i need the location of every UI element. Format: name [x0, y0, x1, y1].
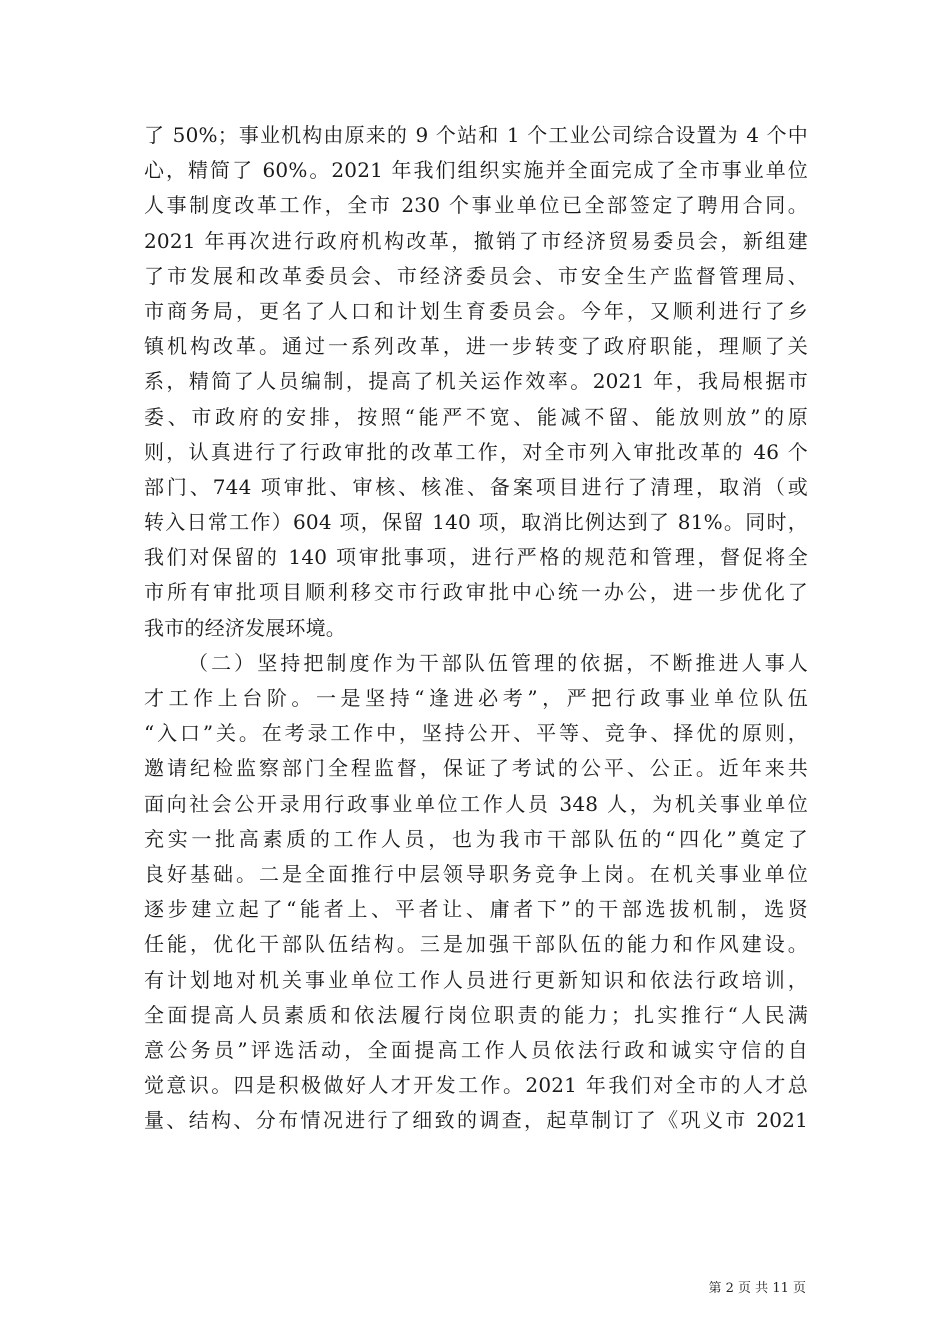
text-line: 面向社会公开录用行政事业单位工作人员 348 人，为机关事业单位 — [144, 791, 808, 816]
text-line: “入口”关。在考录工作中，坚持公开、平等、竞争、择优的原则， — [144, 721, 808, 746]
text-line: 邀请纪检监察部门全程监督，保证了考试的公平、公正。近年来共 — [144, 756, 808, 781]
text-line: 转入日常工作）604 项，保留 140 项，取消比例达到了 81%。同时， — [144, 510, 808, 535]
text-line: 部门、744 项审批、审核、核准、备案项目进行了清理，取消（或 — [144, 474, 808, 499]
text-line: 全面提高人员素质和依法履行岗位职责的能力；扎实推行“人民满 — [144, 1002, 808, 1027]
text-line: 任能，优化干部队伍结构。三是加强干部队伍的能力和作风建设。 — [144, 932, 808, 957]
text-line: 良好基础。二是全面推行中层领导职务竞争上岗。在机关事业单位 — [144, 861, 808, 886]
text-line: 2021 年再次进行政府机构改革，撤销了市经济贸易委员会，新组建 — [144, 228, 808, 253]
text-line: 有计划地对机关事业单位工作人员进行更新知识和依法行政培训， — [144, 967, 808, 992]
text-line: 才工作上台阶。一是坚持“逢进必考”，严把行政事业单位队伍 — [144, 686, 808, 710]
text-line: 了市发展和改革委员会、市经济委员会、市安全生产监督管理局、 — [144, 263, 808, 288]
text-line: 镇机构改革。通过一系列改革，进一步转变了政府职能，理顺了关 — [144, 334, 808, 359]
page-number-footer: 第 2 页 共 11 页 — [708, 1281, 806, 1296]
text-line: 人事制度改革工作，全市 230 个事业单位已全部签定了聘用合同。 — [144, 193, 808, 218]
text-line: 了 50%；事业机构由原来的 9 个站和 1 个工业公司综合设置为 4 个中 — [144, 123, 808, 147]
body-text — [144, 118, 808, 1138]
text-line: 系，精简了人员编制，提高了机关运作效率。2021 年，我局根据市 — [144, 369, 808, 394]
text-line-paragraph-end: 我市的经济发展环境。 — [144, 615, 346, 640]
text-line: 量、结构、分布情况进行了细致的调查，起草制订了《巩义市 2021 — [144, 1108, 808, 1133]
text-line: 则，认真进行了行政审批的改革工作，对全市列入审批改革的 46 个 — [144, 439, 808, 464]
text-line: 充实一批高素质的工作人员，也为我市干部队伍的“四化”奠定了 — [144, 826, 808, 851]
text-line: 觉意识。四是积极做好人才开发工作。2021 年我们对全市的人才总 — [144, 1073, 808, 1098]
text-line-paragraph-start: （二）坚持把制度作为干部队伍管理的依据，不断推进人事人 — [188, 650, 808, 675]
text-line: 委、市政府的安排，按照“能严不宽、能减不留、能放则放”的原 — [144, 404, 808, 429]
text-line: 意公务员”评选活动，全面提高工作人员依法行政和诚实守信的自 — [144, 1037, 808, 1062]
text-line: 我们对保留的 140 项审批事项，进行严格的规范和管理，督促将全 — [144, 545, 808, 570]
text-line: 市所有审批项目顺利移交市行政审批中心统一办公，进一步优化了 — [144, 580, 808, 605]
text-line: 心，精简了 60%。2021 年我们组织实施并全面完成了全市事业单位 — [144, 158, 808, 183]
text-line: 市商务局，更名了人口和计划生育委员会。今年，又顺利进行了乡 — [144, 298, 808, 323]
text-line: 逐步建立起了“能者上、平者让、庸者下”的干部选拔机制，选贤 — [144, 897, 808, 922]
